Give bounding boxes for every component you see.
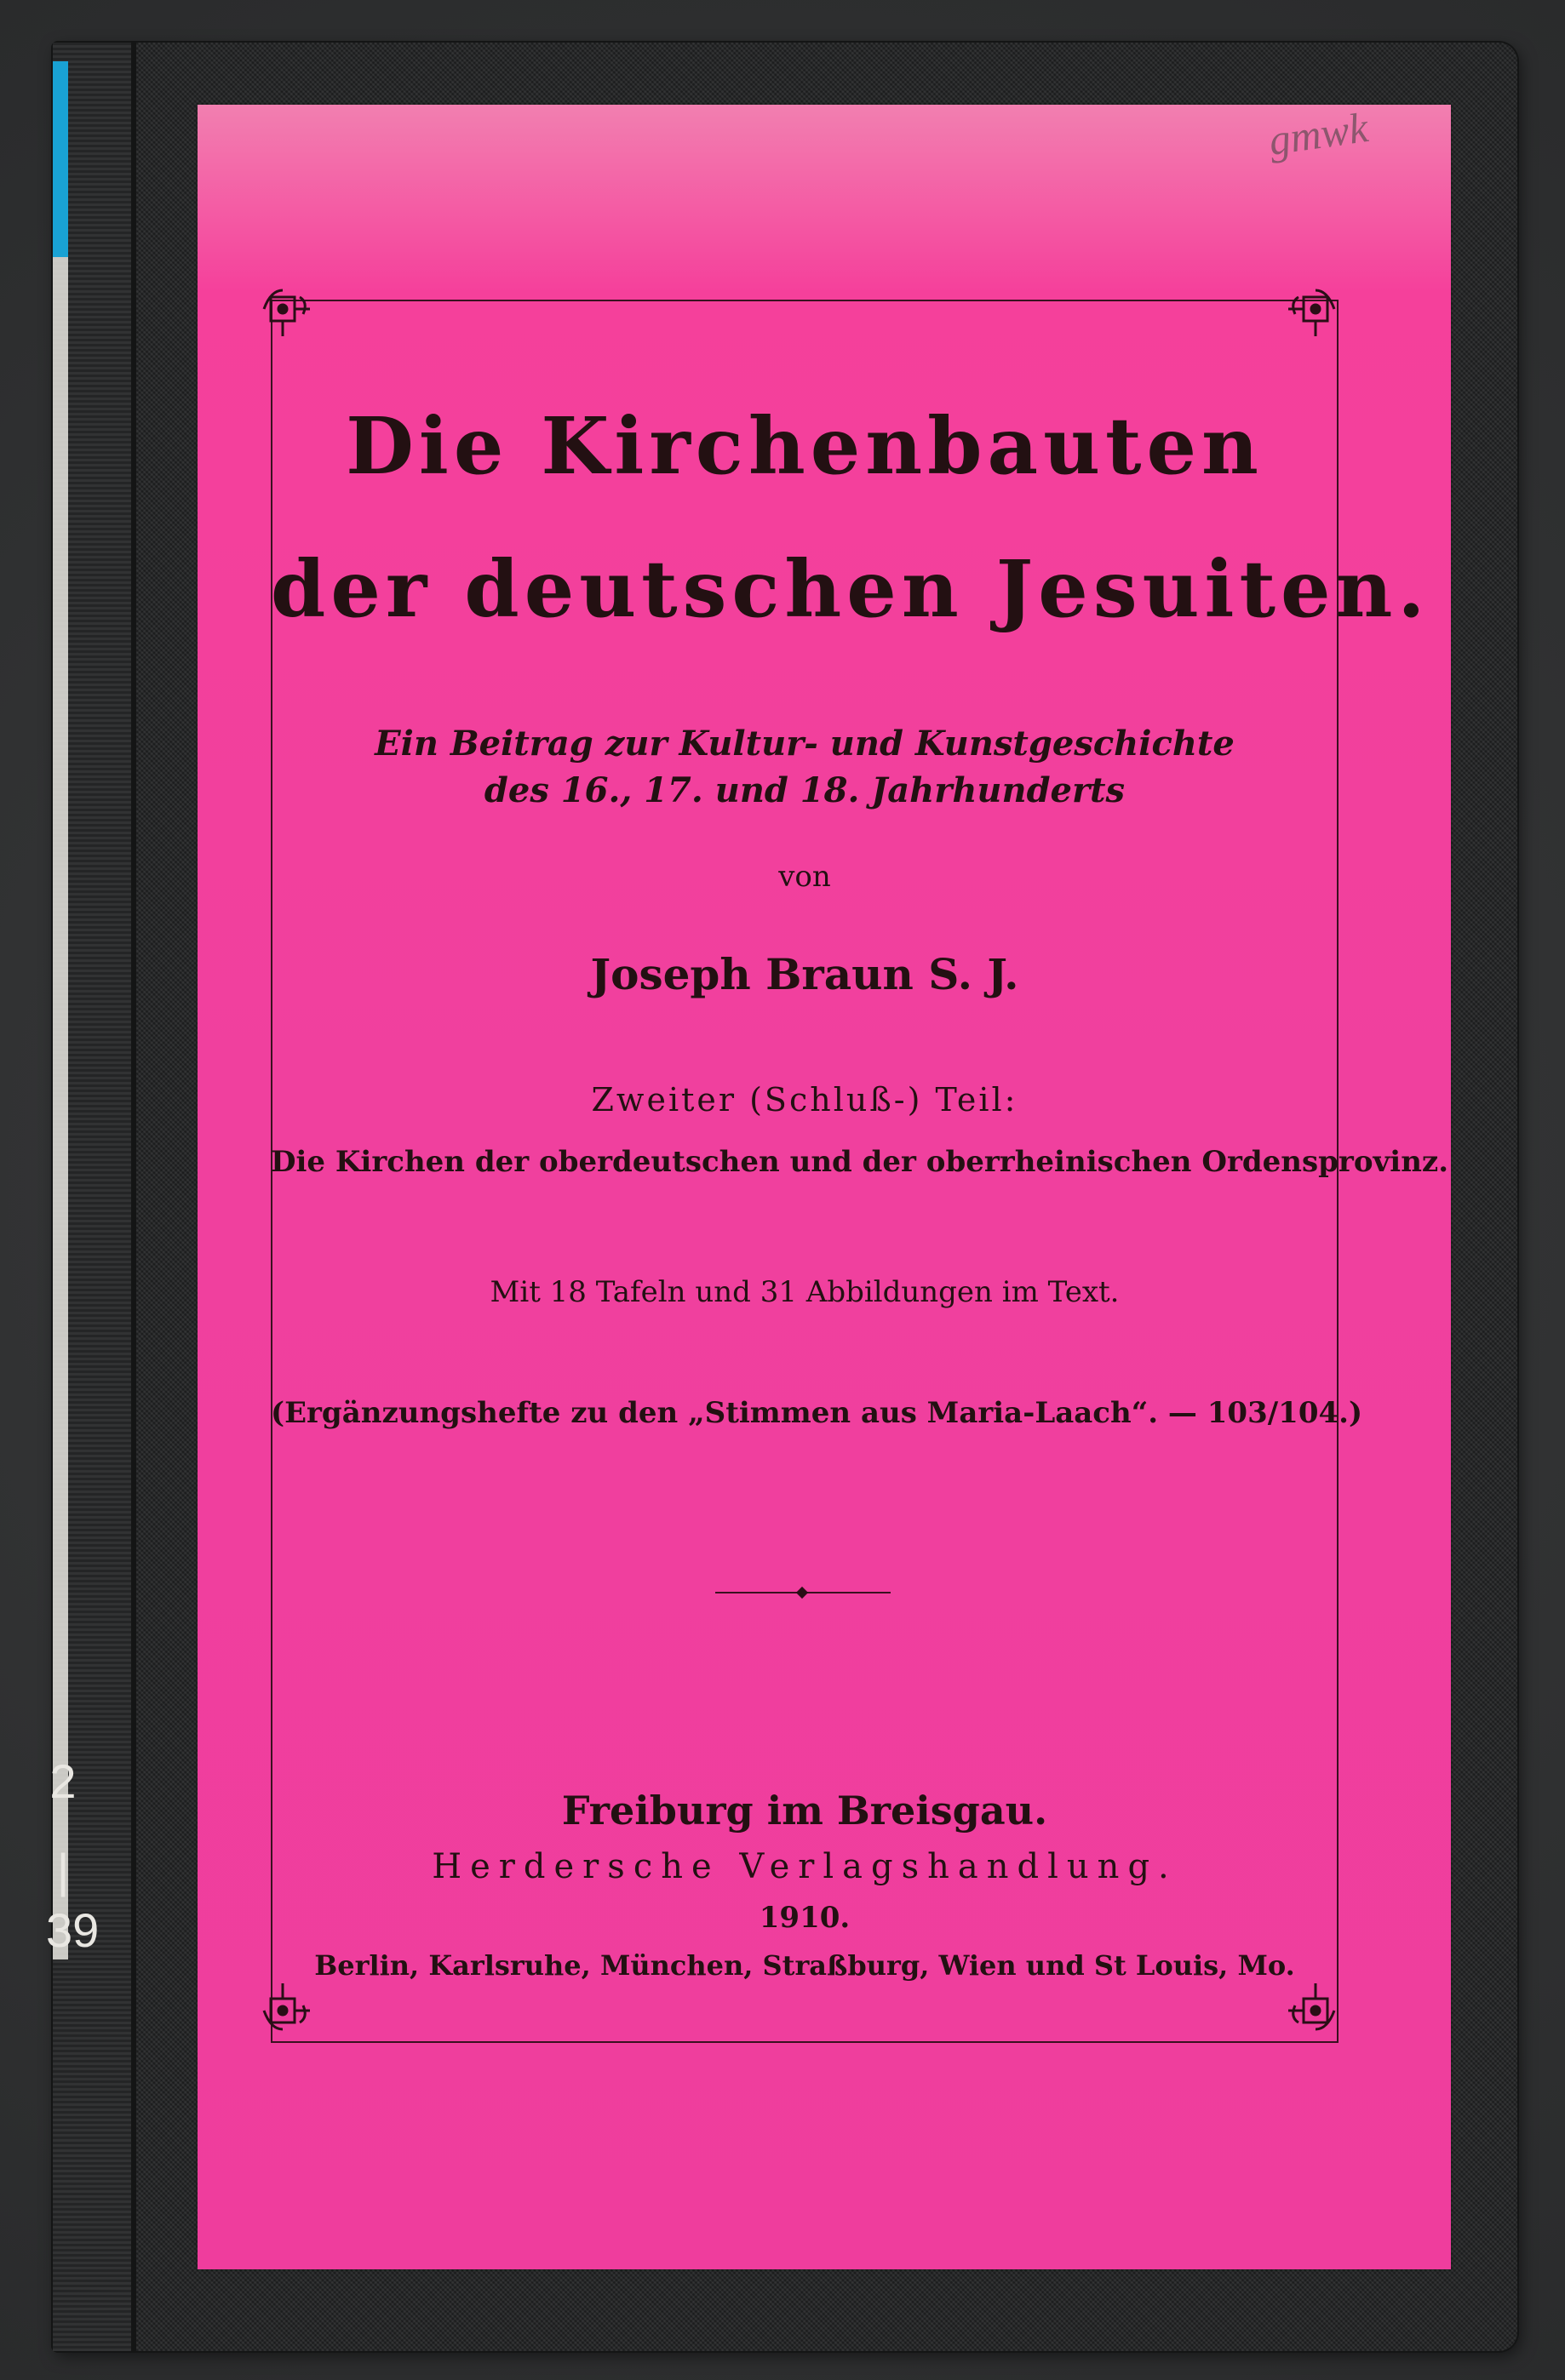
corner-ornament-icon <box>259 1975 318 2034</box>
spine-paper-strip <box>53 257 68 1959</box>
publication-year: 1910. <box>759 1901 851 1935</box>
corner-ornament-icon <box>1280 285 1339 345</box>
by-label: von <box>778 860 831 894</box>
subtitle-line-2: des 16., 17. und 18. Jahrhunderts <box>484 770 1126 810</box>
spine-number-3: 39 <box>46 1903 100 1957</box>
series-note: (Ergänzungshefte zu den „Stimmen aus Maria-Laach“. — 103/104.) <box>271 1396 1363 1430</box>
corner-ornament-icon <box>1280 1975 1339 2034</box>
illustrations-note: Mit 18 Tafeln und 31 Abbildungen im Text. <box>490 1275 1120 1309</box>
pencil-annotation: gmwk <box>1265 103 1371 164</box>
spine-number-2: | <box>56 1844 70 1897</box>
spine-number-1: 2 <box>49 1754 77 1808</box>
branch-cities: Berlin, Karlsruhe, München, Straßburg, Wien und St Louis, Mo. <box>314 1949 1295 1982</box>
part-label: Zweiter (Schluß-) Teil: <box>591 1081 1018 1118</box>
part-description: Die Kirchen der oberdeutschen und der oberrheinischen Ordensprovinz. <box>271 1145 1449 1179</box>
author-name: Joseph Braun S. J. <box>590 949 1019 999</box>
title-line-1: Die Kirchenbauten <box>346 400 1264 492</box>
publication-city: Freiburg im Breisgau. <box>561 1788 1048 1834</box>
corner-ornament-icon <box>259 285 318 345</box>
title-line-2: der deutschen Jesuiten. <box>271 543 1430 635</box>
publisher-name: Herdersche Verlagshandlung. <box>432 1847 1178 1886</box>
subtitle-line-1: Ein Beitrag zur Kultur- und Kunstgeschichte <box>375 724 1235 764</box>
spine-blue-label <box>53 61 68 257</box>
